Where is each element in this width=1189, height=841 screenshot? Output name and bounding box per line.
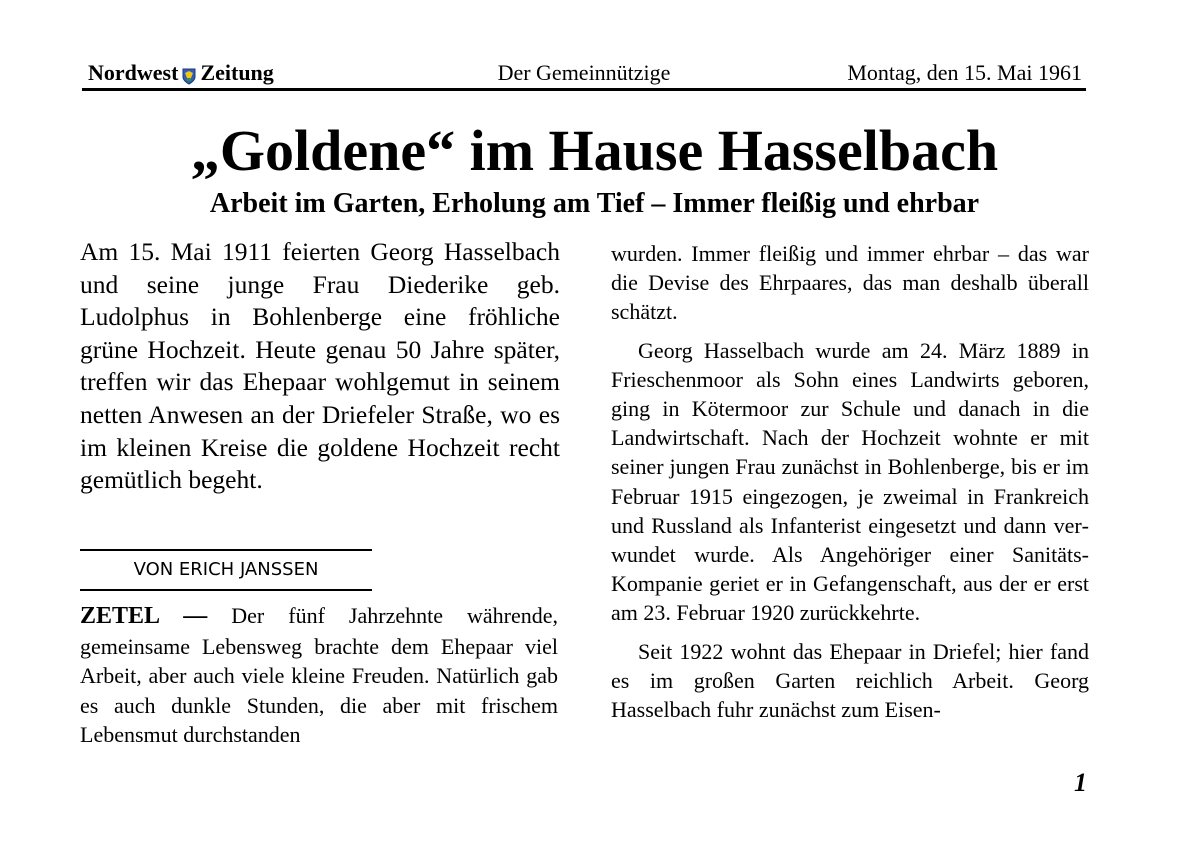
subheadline: Arbeit im Garten, Erholung am Tief – Immer fleißig und ehrbar [209, 188, 980, 219]
masthead [82, 58, 1086, 91]
right-column [611, 239, 1089, 733]
brand-zeitung: Zeitung [200, 60, 274, 85]
brand-nordwest: Nordwest [88, 60, 179, 85]
body-paragraph-left [80, 601, 558, 750]
dateline: ZETEL — [80, 603, 208, 629]
page-number: 1 [1074, 768, 1087, 797]
body-paragraph: Georg Hasselbach wurde am 24. März 1889 in Frieschenmoor als Sohn eines Landwirts geboren, ging in Kötermoor zur Schule und danach in die Landwirtschaft. Nach der Hochzeit wohnte er mit seiner jungen Frau zunächst in Bohlenberge, bis er im Februar 1915 eingezogen, je zweimal in Frankreich und Russland als Infanterist eingesetzt und dann verwundet wurde. Als Angehöriger einer Sanitäts-Kompanie geriet er in Gefangenschaft, aus der er erst am 23. Februar 1920 zurückkehrte. [611, 337, 1089, 626]
edition-title: Der Gemeinnützige [497, 60, 671, 85]
body-paragraph: wurden. Immer fleißig und immer ehrbar – das war die Devise des Ehrpaares, das man deshalb überall schätzt. [611, 241, 1089, 325]
byline [80, 549, 372, 591]
byline-author: VON ERICH JANSSEN [133, 559, 319, 580]
body-paragraph: Seit 1922 wohnt das Ehepaar in Driefel; hier fand es im großen Garten reichlich Arbeit. Georg Hasselbach fuhr zunächst zum Eisen- [611, 638, 1089, 723]
headline: „Goldene“ im Hause Hasselbach [190, 118, 999, 183]
lead-paragraph: Am 15. Mai 1911 feierten Georg Hasselbach und seine junge Frau Diederike geb. Ludolphus in Bohlenberge eine fröhliche grüne Hochzeit. Heute genau 50 Jahre später, treffen wir das Ehepaar wohlgemut in seinem netten Anwesen an der Driefeler Straße, wo es im kleinen Kreise die goldene Hochzeit recht gemütlich begeht. [80, 237, 560, 495]
body-left-text: Der fünf Jahrzehnte währende, gemeinsame Lebensweg brachte dem Ehepaar viel Arbeit, aber auch viele kleine Freuden. Natürlich gab es auch dunkle Stunden, die aber mit frischem Lebensmut durchstanden [80, 603, 558, 747]
issue-date: Montag, den 15. Mai 1961 [847, 60, 1082, 85]
